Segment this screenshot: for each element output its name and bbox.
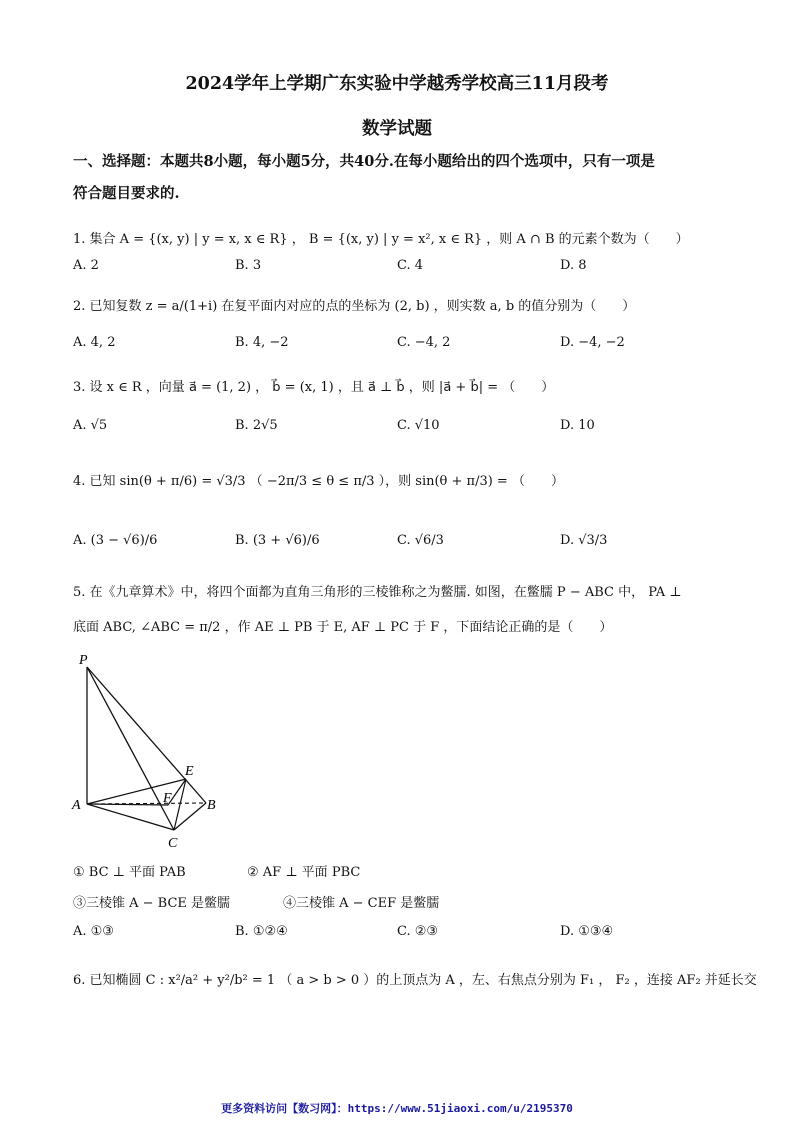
figure-label-b: B <box>207 798 216 813</box>
question-4-option-d: D. √3/3 <box>560 533 608 548</box>
figure-label-p: P <box>79 653 88 668</box>
question-5-statement-1: ① BC ⊥ 平面 PAB <box>73 865 186 880</box>
question-1-option-a: A. 2 <box>73 258 99 273</box>
figure-label-a: A <box>72 798 81 813</box>
question-3-option-c: C. √10 <box>397 418 440 433</box>
figure-label-f: F <box>163 791 172 806</box>
footer-link[interactable]: 更多资料访问【数习网】：https://www.51jiaoxi.com/u/2195370 <box>221 1102 573 1115</box>
tetrahedron-figure <box>60 648 230 858</box>
question-3-option-a: A. √5 <box>73 418 108 433</box>
question-4-option-a: A. (3 − √6)/6 <box>73 533 158 548</box>
question-5-option-b: B. ①②④ <box>235 924 288 939</box>
question-2-stem: 2. 已知复数 z = a/(1+i) 在复平面内对应的点的坐标为 (2, b) ，则实数 a, b 的值分别为（ ） <box>73 299 636 314</box>
question-5-statement-3: ③三棱锥 A − BCE 是鳖臑 <box>73 896 231 911</box>
question-5-option-d: D. ①③④ <box>560 924 614 939</box>
question-1-option-b: B. 3 <box>235 258 262 273</box>
question-3-option-b: B. 2√5 <box>235 418 278 433</box>
question-2-option-d: D. −4, −2 <box>560 335 625 350</box>
question-5-stem-line1: 5. 在《九章算术》中，将四个面都为直角三角形的三棱锥称之为鳖臑. 如图，在鳖臑 P − ABC 中， PA ⊥ <box>73 585 682 600</box>
question-5-statement-2: ② AF ⊥ 平面 PBC <box>247 865 361 880</box>
question-5-stem-line2: 底面 ABC, ∠ABC = π/2 ，作 AE ⊥ PB 于 E, AF ⊥ PC 于 F ，下面结论正确的是（ ） <box>73 620 613 635</box>
question-3-option-d: D. 10 <box>560 418 595 433</box>
question-5-statement-4: ④三棱锥 A − CEF 是鳖臑 <box>283 896 440 911</box>
figure-label-e: E <box>185 764 194 779</box>
question-5-option-a: A. ①③ <box>73 924 114 939</box>
section-heading-line2: 符合题目要求的. <box>73 185 180 202</box>
question-4-stem: 4. 已知 sin(θ + π/6) = √3/3 （ −2π/3 ≤ θ ≤ π/3 ），则 sin(θ + π/3) = （ ） <box>73 474 564 489</box>
question-1-stem: 1. 集合 A = {(x, y) | y = x, x ∈ R} ， B = {(x, y) | y = x², x ∈ R} ，则 A ∩ B 的元素个数为（ ） <box>73 232 689 247</box>
question-1-option-c: C. 4 <box>397 258 424 273</box>
question-6-stem: 6. 已知椭圆 C : x²/a² + y²/b² = 1 （ a > b > 0 ）的上顶点为 A ，左、右焦点分别为 F₁ ， F₂ ，连接 AF₂ 并延长交 <box>73 973 757 988</box>
question-5-option-c: C. ②③ <box>397 924 439 939</box>
page-subtitle: 数学试题 <box>362 119 432 139</box>
figure-label-c: C <box>168 836 178 851</box>
question-2-option-b: B. 4, −2 <box>235 335 289 350</box>
question-2-option-a: A. 4, 2 <box>73 335 116 350</box>
page-title: 2024学年上学期广东实验中学越秀学校高三11月段考 <box>185 74 609 94</box>
question-2-option-c: C. −4, 2 <box>397 335 451 350</box>
question-3-stem: 3. 设 x ∈ R ，向量 a⃗ = (1, 2) ， b⃗ = (x, 1) ，且 a⃗ ⊥ b⃗ ，则 |a⃗ + b⃗| = （ ） <box>73 380 555 395</box>
question-4-option-c: C. √6/3 <box>397 533 444 548</box>
section-heading-line1: 一、选择题：本题共8小题，每小题5分，共40分.在每小题给出的四个选项中，只有一项是 <box>73 153 655 170</box>
question-4-option-b: B. (3 + √6)/6 <box>235 533 320 548</box>
question-1-option-d: D. 8 <box>560 258 587 273</box>
